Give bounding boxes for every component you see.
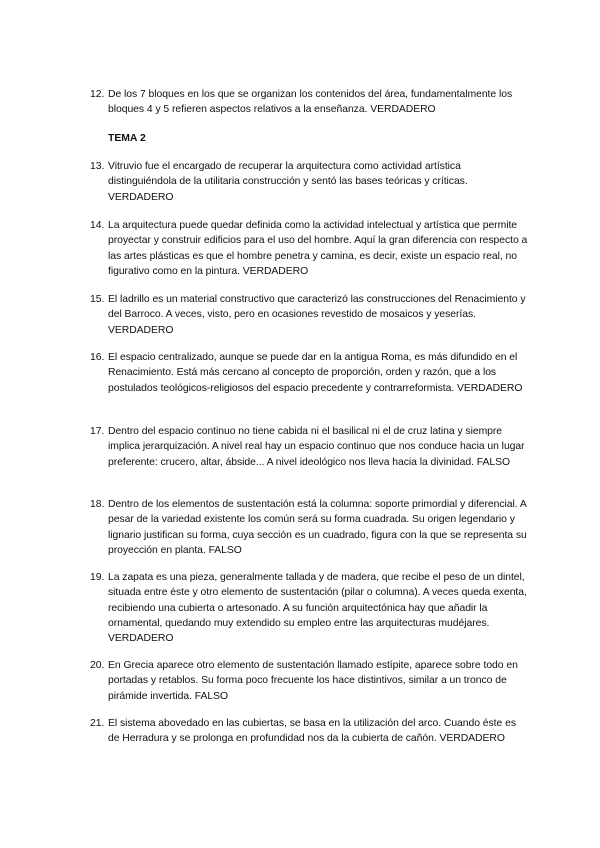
item-number: 12. [90,89,105,100]
item-number: 19. [90,572,105,583]
item-number: 18. [90,499,105,510]
item-text: El espacio centralizado, aunque se puede dar en la antigua Roma, es más difundido en el Renacimiento. Está más cercano al concepto de proporción, orden y razón, que a los postulados teológicos-religiosos del espacio precedente y contrarreformista. VERDADERO [108,352,523,394]
list-item [90,159,530,205]
item-text: El sistema abovedado en las cubiertas, se basa en la utilización del arco. Cuando éste es de Herradura y se prolonga en profundidad nos da la cubierta de cañón. VERDADERO [108,718,516,745]
list-item [90,350,530,396]
item-text: El ladrillo es un material constructivo que caracterizó las construcciones del Renacimiento y del Barroco. A veces, visto, pero en ocasiones revestido de mosaicos y yeserías. VERDADERO [108,294,526,336]
item-text: La arquitectura puede quedar definida como la actividad intelectual y artística que permite proyectar y construir edificios para el uso del hombre. Aquí la gran diferencia con respecto a las artes plásticas es que el hombre penetra y camina, es decir, existe un espacio real, no figurativo como en la pintura. VERDADERO [108,220,528,277]
list-item [90,497,530,558]
list-item [90,424,530,470]
item-number: 20. [90,660,105,671]
item-text: Vitruvio fue el encargado de recuperar la arquitectura como actividad artística distinguiéndola de la utilitaria construcción y sentó las bases teóricas y críticas. VERDADERO [108,161,468,203]
item-text: De los 7 bloques en los que se organizan los contenidos del área, fundamentalmente los bloques 4 y 5 refieren aspectos relativos a la enseñanza. VERDADERO [108,89,513,116]
item-number: 21. [90,718,105,729]
item-number: 14. [90,220,105,231]
list-item [90,570,530,646]
item-number: 16. [90,352,105,363]
item-number: 13. [90,161,105,172]
list-item [90,87,530,118]
list-item [90,716,530,747]
list-item [90,218,530,279]
list-item [90,658,530,704]
item-number: 15. [90,294,105,305]
item-number: 17. [90,426,105,437]
item-text: Dentro de los elementos de sustentación está la columna: soporte primordial y diferencial. A pesar de la variedad existente los común será su forma cuadrada. Su origen legendario y lignario justifican su forma, cuya sección es un cuadrado, figura con la que se representa su proyección en planta. FALSO [108,499,527,556]
item-text: En Grecia aparece otro elemento de sustentación llamado estípite, aparece sobre todo en portadas y retablos. Su forma poco frecuente los hace distintivos, similar a un tronco de pirámide invertida. FALSO [108,660,518,702]
section-heading: TEMA 2 [108,133,146,144]
item-text: La zapata es una pieza, generalmente tallada y de madera, que recibe el peso de un dintel, situada entre éste y otro elemento de sustentación (pilar o columna). A veces queda exenta, recibiendo una cubierta o artesonado. A su función arquitectónica hay que añadir la ornamental, quedando muy extendido su empleo entre las arquitecturas mudéjares. VERDADERO [108,572,527,645]
item-text: Dentro del espacio continuo no tiene cabida ni el basilical ni el de cruz latina y siempre implica jerarquización. A nivel real hay un espacio continuo que nos conduce hacia un lugar preferente: crucero, altar, ábside... A nivel ideológico nos lleva hacia la divinidad. FALSO [108,426,525,468]
list-item [90,292,530,338]
